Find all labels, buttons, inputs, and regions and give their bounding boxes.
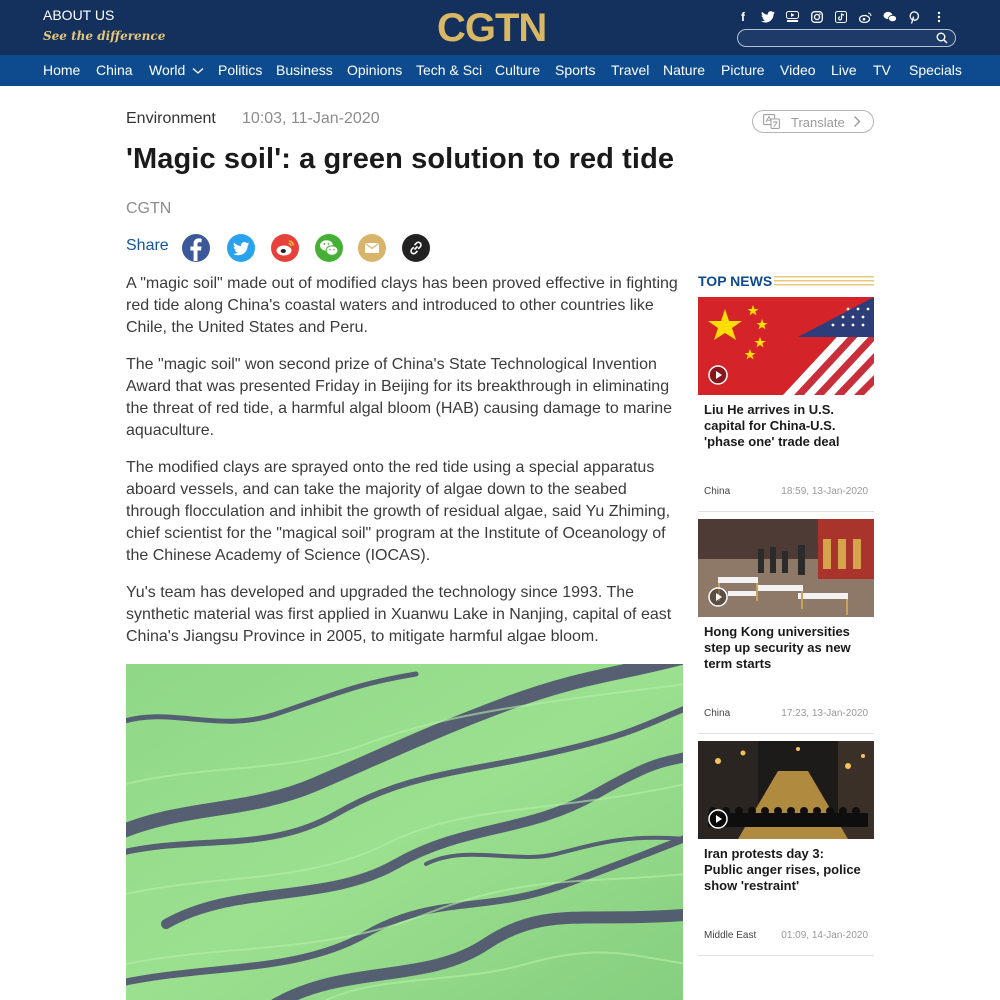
tiktok-icon[interactable] (834, 10, 848, 24)
wechat-icon[interactable] (883, 10, 897, 24)
email-share-icon[interactable] (358, 234, 386, 262)
news-card[interactable] (698, 519, 874, 734)
news-time: 18:59, 13-Jan-2020 (781, 486, 868, 497)
play-icon[interactable] (708, 365, 728, 385)
instagram-icon[interactable] (810, 10, 824, 24)
nav-item-business[interactable]: Business (276, 62, 333, 78)
nav-item-tech-sci[interactable]: Tech & Sci (416, 62, 483, 78)
chevron-right-icon (853, 115, 861, 128)
heading-decoration (774, 275, 874, 287)
translate-button[interactable] (752, 110, 874, 133)
nav-item-china[interactable]: China (96, 62, 133, 78)
nav-item-opinions[interactable]: Opinions (347, 62, 403, 78)
search-icon[interactable] (936, 32, 948, 44)
news-category[interactable]: Middle East (704, 930, 757, 941)
facebook-icon[interactable]: f (741, 10, 745, 24)
news-title[interactable]: Liu He arrives in U.S. capital for China-U.S. 'phase one' trade deal (704, 402, 840, 449)
translate-label: Translate (791, 115, 845, 130)
facebook-share-icon[interactable] (182, 234, 210, 262)
nav-item-world[interactable] (149, 62, 204, 78)
share-label: Share (126, 237, 169, 254)
main-nav (0, 55, 1000, 86)
nav-item-politics[interactable]: Politics (218, 62, 263, 78)
news-category[interactable]: China (704, 486, 731, 497)
copy-link-icon[interactable] (402, 234, 430, 262)
article-paragraph: Yu's team has developed and upgraded the technology since 1993. The synthetic material was first applied in Xuanwu Lake in Nanjing, capital of east China's Jiangsu Province in 2005, to mitigate harmful algae bloom. (126, 584, 672, 645)
article-category[interactable]: Environment (126, 110, 216, 127)
search-input[interactable] (737, 29, 956, 47)
slogan: See the difference (43, 29, 166, 43)
translate-icon (763, 114, 780, 129)
nav-item-video[interactable]: Video (780, 62, 816, 78)
news-card[interactable] (698, 297, 874, 512)
news-time: 01:09, 14-Jan-2020 (781, 930, 868, 941)
nav-item-specials[interactable]: Specials (909, 62, 962, 78)
nav-item-home[interactable]: Home (43, 62, 81, 78)
weibo-icon[interactable] (859, 10, 873, 24)
nav-item-sports[interactable]: Sports (555, 62, 596, 78)
top-header (0, 0, 1000, 55)
twitter-icon[interactable] (761, 10, 775, 24)
more-icon[interactable] (932, 10, 946, 24)
news-title[interactable]: Iran protests day 3: Public anger rises, police show 'restraint' (704, 846, 861, 893)
news-time: 17:23, 13-Jan-2020 (781, 708, 868, 719)
weibo-share-icon[interactable] (271, 234, 299, 262)
twitter-share-icon[interactable] (227, 234, 255, 262)
article-paragraph: The "magic soil" won second prize of China's State Technological Invention Award that was presented Friday in Beijing for its breakthrough in eliminating the threat of red tide, a harmful algal bloom (HAB) causing damage to marine aquaculture. (126, 356, 673, 439)
nav-item-world-label: World (149, 62, 186, 78)
play-icon[interactable] (708, 809, 728, 829)
youtube-icon[interactable] (785, 10, 799, 24)
nav-item-travel[interactable]: Travel (611, 62, 650, 78)
nav-item-culture[interactable]: Culture (495, 62, 541, 78)
nav-item-tv[interactable]: TV (873, 62, 891, 78)
article-paragraph: A "magic soil" made out of modified clays has been proved effective in fighting red tide along China's coastal waters and introduced to other countries like Chile, the United States and Peru. (126, 275, 678, 336)
nav-item-nature[interactable]: Nature (663, 62, 706, 78)
social-links (736, 8, 946, 26)
chevron-down-icon (192, 67, 204, 75)
article-datetime: 10:03, 11-Jan-2020 (242, 110, 380, 127)
wechat-share-icon[interactable] (315, 234, 343, 262)
cgtn-logo[interactable]: CGTN (437, 6, 547, 50)
nav-item-live[interactable]: Live (831, 62, 857, 78)
news-category[interactable]: China (704, 708, 731, 719)
pinterest-icon[interactable] (908, 10, 922, 24)
article-headline: 'Magic soil': a green solution to red tide (126, 143, 675, 175)
article-source: CGTN (126, 200, 172, 217)
nav-item-picture[interactable]: Picture (721, 62, 765, 78)
news-card[interactable] (698, 741, 874, 956)
article-photo-algae-bloom (126, 664, 683, 1000)
top-news-heading: TOP NEWS (698, 273, 773, 289)
article-paragraph: The modified clays are sprayed onto the red tide using a special apparatus aboard vessels, and can take the majority of algae down to the seabed through flocculation and inhibit the growth of residual algae, said Yu Zhiming, chief scientist for the "magical soil" program at the Institute of Oceanology of the Chinese Academy of Science (IOCAS). (126, 459, 671, 564)
news-title[interactable]: Hong Kong universities step up security as new term starts (704, 624, 851, 671)
about-us-link[interactable]: ABOUT US (43, 7, 115, 23)
play-icon[interactable] (708, 587, 728, 607)
